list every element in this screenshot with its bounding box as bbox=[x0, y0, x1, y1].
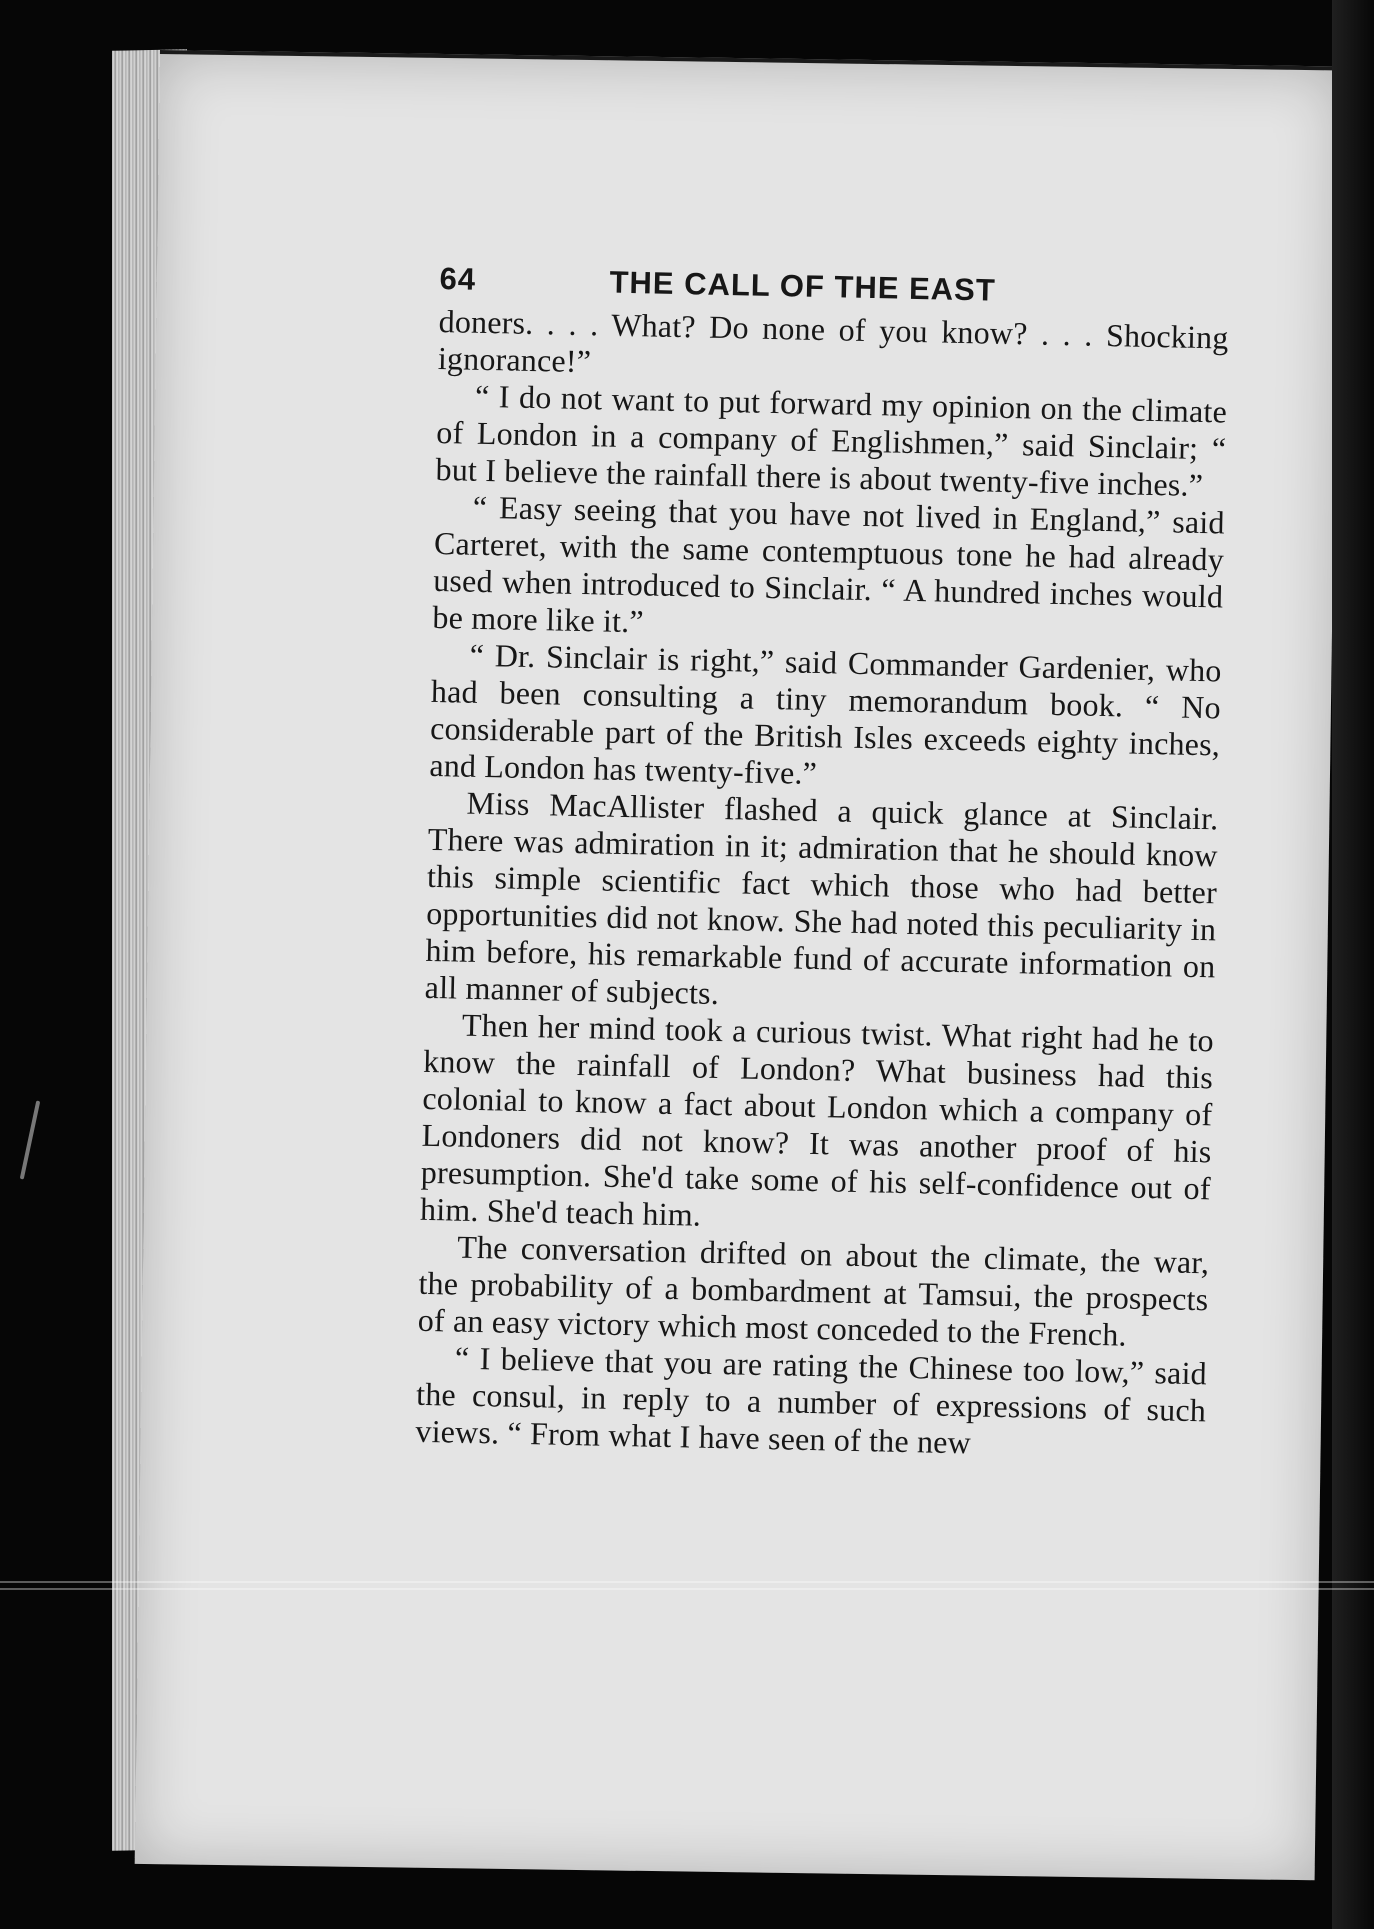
paragraph-4: “ Dr. Sinclair is right,” said Commander Gardenier, who had been consulting a tiny memorandum book. “ No considerable part of the British Isles exceeds eighty inches, and London has twenty-five.” bbox=[429, 636, 1222, 792]
page-number: 64 bbox=[439, 260, 477, 297]
paragraph-2: “ I do not want to put forward my opinion on the climate of London in a company of Englishmen,” said Sinclair; “ but I believe the rainfall there is about twenty-five inches.” bbox=[435, 377, 1228, 504]
paragraph-3: “ Easy seeing that you have not lived in England,” said Carteret, with the same contemptuous tone he had already used when introduced to Sinclair. “ A hundred inches would be more like it.” bbox=[432, 488, 1226, 640]
right-binding-shadow bbox=[1332, 0, 1374, 1929]
body-text bbox=[415, 303, 1229, 1466]
scan-artifact-line bbox=[0, 1588, 1374, 1590]
page-text-block bbox=[415, 260, 1230, 1466]
scan-artifact-line bbox=[0, 1581, 1374, 1583]
paragraph-7: The conversation drifted on about the climate, the war, the probability of a bombardment at Tamsui, the prospects of an easy victory which most conceded to the French. bbox=[417, 1228, 1210, 1353]
paragraph-8: “ I believe that you are rating the Chinese too low,” said the consul, in reply to a number of expressions of such views. “ From what I have seen of the new bbox=[415, 1339, 1208, 1461]
running-title: THE CALL OF THE EAST bbox=[609, 264, 997, 308]
paragraph-6: Then her mind took a curious twist. What right had he to know the rainfall of London? What business had this colonial to know a fact about London which a company of Londoners did not know? It was another proof of his presumption. She'd take some of his self-confidence out of him. She'd teach him. bbox=[419, 1006, 1215, 1233]
paragraph-5: Miss MacAllister flashed a quick glance at Sinclair. There was admiration in it; admiration that he should know this simple scientific fact which those who had better opportunities did not know. She had noted this peculiarity in him before, his remarkable fund of accurate information on all manner of subjects. bbox=[424, 784, 1219, 1011]
paragraph-1: doners. . . . What? Do none of you know? . . . Shocking ignorance!” bbox=[437, 302, 1229, 380]
